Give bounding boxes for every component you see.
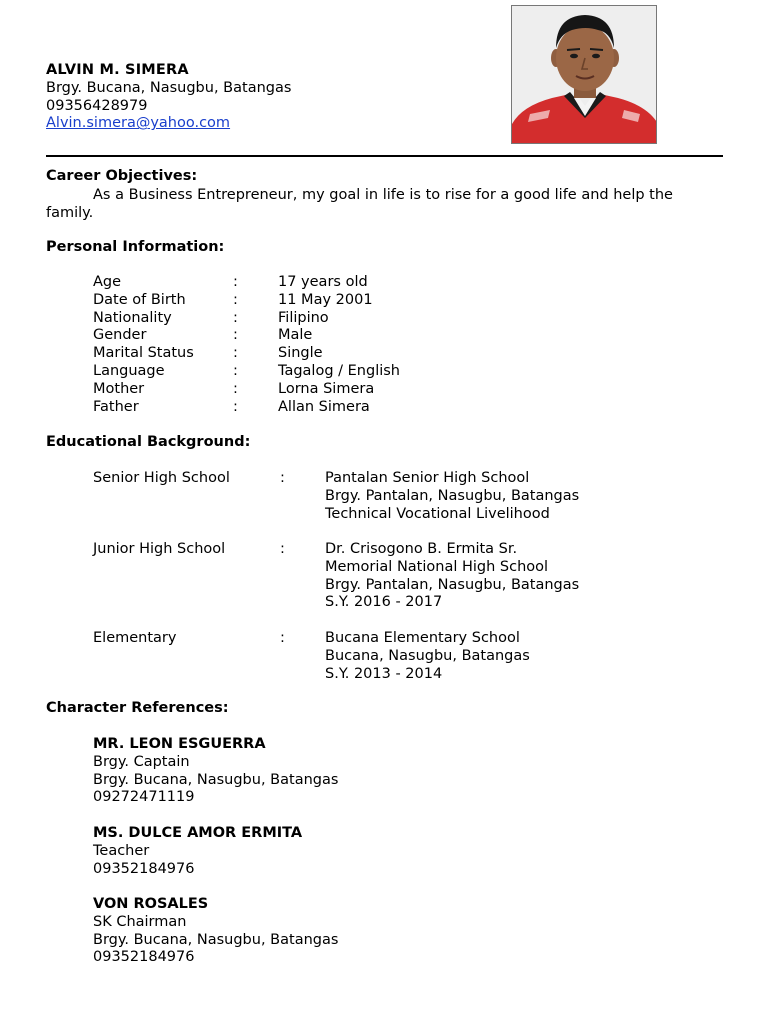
personal-info-row: Father : Allan Simera: [93, 398, 370, 415]
personal-info-row: Gender : Male: [93, 327, 313, 344]
contact-header: [46, 62, 291, 133]
reference-phone: 09352184976: [93, 860, 195, 877]
career-objectives-heading: Career Objectives:: [46, 168, 198, 184]
personal-info-row: Marital Status : Single: [93, 345, 323, 362]
reference-name: VON ROSALES: [93, 896, 209, 912]
education-details: Pantalan Senior High School Brgy. Pantalan, Nasugbu, Batangas Technical Vocational Livelihood: [325, 470, 580, 522]
personal-info-heading: Personal Information:: [46, 239, 225, 255]
header-divider: [46, 155, 723, 157]
person-photo-icon: [512, 6, 657, 144]
personal-info-row: Mother : Lorna Simera: [93, 380, 375, 397]
reference-entry: [93, 896, 338, 967]
personal-info-row: Language : Tagalog / English: [93, 362, 400, 379]
reference-phone: 09272471119: [93, 789, 195, 806]
personal-info-row: Date of Birth : 11 May 2001: [93, 291, 373, 308]
reference-address: Brgy. Bucana, Nasugbu, Batangas: [93, 771, 339, 788]
reference-name: MS. DULCE AMOR ERMITA: [93, 825, 303, 841]
personal-info-row: Nationality : Filipino: [93, 309, 329, 326]
reference-address: Brgy. Bucana, Nasugbu, Batangas: [93, 931, 339, 948]
reference-entry: [93, 825, 302, 878]
education-level: Senior High School: [93, 470, 230, 486]
education-level: Elementary: [93, 630, 177, 646]
reference-position: Teacher: [93, 842, 150, 859]
education-details: Bucana Elementary School Bucana, Nasugbu, Batangas S.Y. 2013 - 2014: [325, 630, 530, 682]
profile-photo: [511, 5, 657, 144]
reference-position: SK Chairman: [93, 913, 187, 930]
education-details: Dr. Crisogono B. Ermita Sr. Memorial National High School Brgy. Pantalan, Nasugbu, Batangas S.Y. 2016 - 2017: [325, 541, 580, 611]
personal-info-row: Age : 17 years old: [93, 274, 368, 290]
applicant-phone: 09356428979: [46, 97, 148, 114]
personal-info-list: [93, 274, 400, 416]
education-heading: Educational Background:: [46, 434, 251, 450]
applicant-address: Brgy. Bucana, Nasugbu, Batangas: [46, 79, 292, 96]
applicant-name: ALVIN M. SIMERA: [46, 62, 189, 78]
references-heading: Character References:: [46, 700, 229, 716]
reference-entry: [93, 736, 338, 807]
applicant-email-link[interactable]: Alvin.simera@yahoo.com: [46, 115, 231, 132]
education-level: Junior High School: [93, 541, 226, 557]
career-objectives-text: As a Business Entrepreneur, my goal in life is to rise for a good life and help the family.: [46, 187, 673, 221]
reference-phone: 09352184976: [93, 949, 195, 966]
reference-position: Brgy. Captain: [93, 753, 190, 770]
reference-name: MR. LEON ESGUERRA: [93, 736, 266, 752]
